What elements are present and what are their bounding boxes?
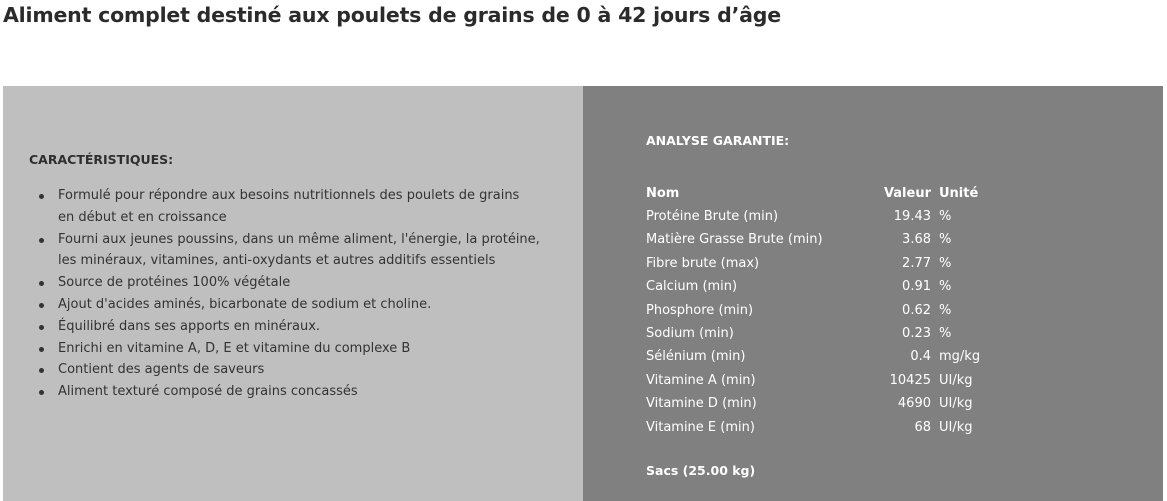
bullet-icon bbox=[39, 281, 44, 286]
nutrient-value: 0.23 bbox=[902, 326, 931, 342]
feature-text: Enrichi en vitamine A, D, E et vitamine du complexe B bbox=[58, 340, 411, 356]
table-row bbox=[646, 392, 999, 415]
nutrient-unit: mg/kg bbox=[939, 349, 981, 365]
nutrient-name: Vitamine D (min) bbox=[646, 396, 757, 412]
column-header-name: Nom bbox=[646, 186, 680, 201]
nutrient-value: 0.62 bbox=[902, 302, 931, 318]
nutrient-value: 68 bbox=[914, 419, 931, 435]
feature-text: Ajout d'acides aminés, bicarbonate de sodium et choline. bbox=[58, 296, 432, 312]
nutrient-name: Sodium (min) bbox=[646, 326, 734, 342]
bullet-icon bbox=[39, 368, 44, 373]
feature-text: Contient des agents de saveurs bbox=[58, 362, 265, 378]
nutrient-unit: % bbox=[939, 209, 952, 224]
nutrient-value: 0.91 bbox=[902, 279, 931, 295]
bullet-icon bbox=[39, 238, 44, 243]
analysis-rows bbox=[646, 205, 999, 439]
nutrient-value: 2.77 bbox=[902, 255, 931, 271]
column-header-value: Valeur bbox=[883, 186, 931, 201]
table-row bbox=[646, 369, 999, 392]
bullet-icon bbox=[39, 390, 44, 395]
nutrient-value: 0.4 bbox=[910, 349, 931, 365]
nutrient-name: Vitamine E (min) bbox=[646, 419, 755, 435]
feature-item bbox=[58, 185, 588, 229]
feature-item bbox=[58, 359, 588, 381]
table-row bbox=[646, 228, 999, 251]
nutrient-unit: % bbox=[939, 326, 952, 342]
features-list bbox=[29, 185, 588, 403]
bullet-icon bbox=[39, 347, 44, 352]
nutrient-unit: UI/kg bbox=[939, 372, 973, 388]
bullet-icon bbox=[39, 194, 44, 199]
analysis-table bbox=[646, 183, 999, 439]
nutrient-name: Vitamine A (min) bbox=[646, 372, 756, 388]
feature-item bbox=[58, 229, 588, 273]
nutrient-name: Phosphore (min) bbox=[646, 302, 754, 318]
nutrient-unit: UI/kg bbox=[939, 419, 973, 435]
nutrient-unit: % bbox=[939, 279, 952, 295]
feature-text: Formulé pour répondre aux besoins nutritionnels des poulets de grains bbox=[58, 188, 520, 203]
feature-text: en début et en croissance bbox=[58, 209, 227, 225]
column-header-unit: Unité bbox=[939, 186, 979, 201]
nutrient-name: Fibre brute (max) bbox=[646, 255, 760, 271]
nutrient-unit: % bbox=[939, 255, 952, 271]
nutrient-name: Calcium (min) bbox=[646, 279, 738, 295]
table-row bbox=[646, 299, 999, 322]
analysis-header-row bbox=[646, 183, 999, 205]
bag-size-label: Sacs (25.00 kg) bbox=[646, 463, 756, 478]
nutrient-value: 3.68 bbox=[902, 232, 931, 248]
table-row bbox=[646, 275, 999, 298]
feature-item bbox=[58, 338, 588, 360]
analysis-panel bbox=[583, 86, 1163, 501]
features-panel bbox=[3, 86, 583, 501]
nutrient-name: Sélénium (min) bbox=[646, 349, 746, 365]
feature-item bbox=[58, 272, 588, 294]
feature-item bbox=[58, 316, 588, 338]
nutrient-name: Protéine Brute (min) bbox=[646, 209, 779, 224]
feature-text: Aliment texturé composé de grains concassés bbox=[58, 384, 358, 400]
bullet-icon bbox=[39, 303, 44, 308]
table-row bbox=[646, 205, 999, 228]
table-row bbox=[646, 416, 999, 439]
nutrient-value: 19.43 bbox=[893, 209, 931, 224]
table-row bbox=[646, 345, 999, 368]
feature-item bbox=[58, 381, 588, 403]
nutrient-name: Matière Grasse Brute (min) bbox=[646, 232, 823, 248]
analysis-heading: ANALYSE GARANTIE: bbox=[646, 133, 790, 148]
page-title: Aliment complet destiné aux poulets de grains de 0 à 42 jours d’âge bbox=[3, 3, 781, 27]
table-row bbox=[646, 252, 999, 275]
table-row bbox=[646, 322, 999, 345]
bullet-icon bbox=[39, 325, 44, 330]
feature-text: Fourni aux jeunes poussins, dans un même aliment, l'énergie, la protéine, bbox=[58, 231, 540, 247]
nutrient-value: 4690 bbox=[897, 396, 931, 412]
features-heading: CARACTÉRISTIQUES: bbox=[29, 152, 174, 167]
feature-text: Équilibré dans ses apports en minéraux. bbox=[58, 318, 321, 334]
nutrient-unit: UI/kg bbox=[939, 396, 973, 412]
feature-text: les minéraux, vitamines, anti-oxydants et autres additifs essentiels bbox=[58, 253, 496, 269]
nutrient-value: 10425 bbox=[889, 372, 931, 388]
nutrient-unit: % bbox=[939, 302, 952, 318]
nutrient-unit: % bbox=[939, 232, 952, 248]
feature-item bbox=[58, 294, 588, 316]
feature-text: Source de protéines 100% végétale bbox=[58, 275, 291, 291]
